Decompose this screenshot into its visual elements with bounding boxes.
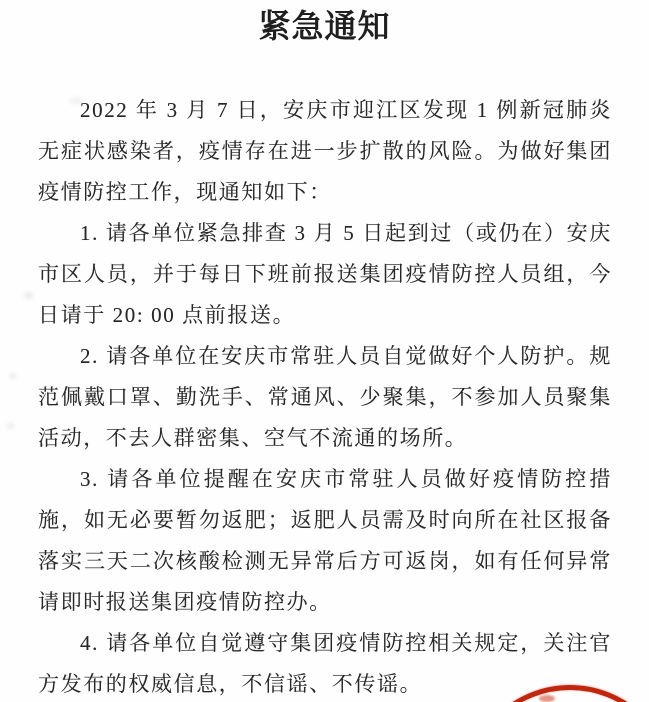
- notice-paragraph-intro: 2022 年 3 月 7 日，安庆市迎江区发现 1 例新冠肺炎无症状感染者，疫情存在进一步扩散的风险。为做好集团疫情防控工作，现通知如下：: [38, 98, 612, 204]
- scan-smudge: [70, 97, 84, 105]
- scan-smudge: [9, 373, 16, 379]
- scan-smudge: [7, 423, 14, 429]
- notice-paragraph-item-4: 4. 请各单位自觉遵守集团疫情防控相关规定，关注官方发布的权威信息，不信谣、不传谣。: [38, 631, 612, 696]
- notice-body: [38, 90, 612, 702]
- notice-title: 紧急通知: [258, 7, 391, 45]
- notice-paragraph-item-2: 2. 请各单位在安庆市常驻人员自觉做好个人防护。规范佩戴口罩、勤洗手、常通风、少聚集，不参加人员聚集活动，不去人群密集、空气不流通的场所。: [38, 344, 612, 450]
- official-seal-inner-mark-icon: [539, 695, 555, 702]
- notice-paragraph-item-3: 3. 请各单位提醒在安庆市常驻人员做好疫情防控措施，如无必要暂勿返肥；返肥人员需及时向所在社区报备落实三天二次核酸检测无异常后方可返岗，如有任何异常请即时报送集团疫情防控办。: [38, 467, 612, 614]
- scan-smudge: [24, 292, 33, 299]
- notice-paragraph-item-1: 1. 请各单位紧急排查 3 月 5 日起到过（或仍在）安庆市区人员，并于每日下班前报送集团疫情防控人员组，今日请于 20: 00 点前报送。: [38, 221, 612, 327]
